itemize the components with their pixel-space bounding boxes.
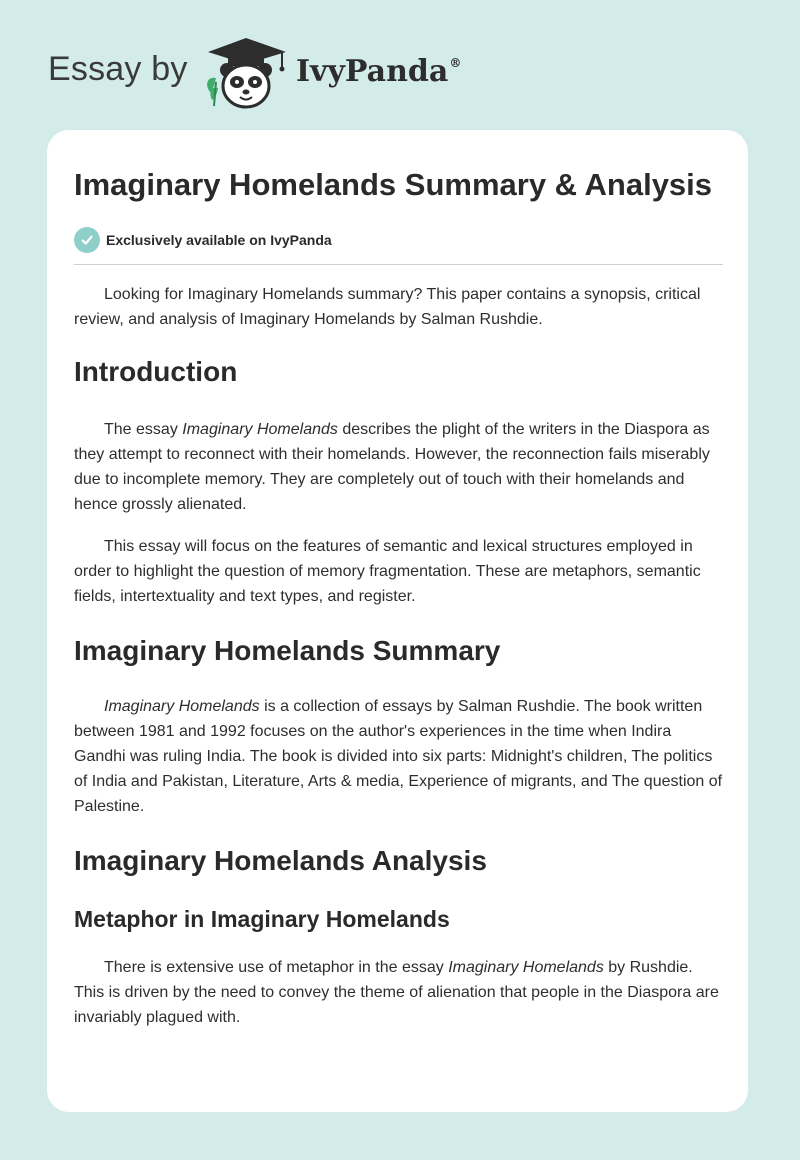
heading-analysis: Imaginary Homelands Analysis (74, 845, 487, 876)
essay-card (47, 130, 748, 1112)
check-icon (74, 227, 100, 253)
metaphor-paragraph: There is extensive use of metaphor in the essay Imaginary Homelands by Rushdie. This is driven by the need to convey the theme of alienation that people in the Diaspora are invariably plagued with. (74, 959, 719, 1026)
page-title: Imaginary Homelands Summary & Analysis (74, 167, 713, 202)
heading-metaphor: Metaphor in Imaginary Homelands (74, 906, 450, 932)
heading-summary: Imaginary Homelands Summary (74, 635, 501, 666)
heading-introduction: Introduction (74, 356, 238, 387)
registered-mark: ® (449, 56, 462, 70)
site-header (48, 30, 508, 110)
brand-name[interactable]: IvyPanda® (296, 54, 462, 89)
intro-paragraph: Looking for Imaginary Homelands summary? This paper contains a synopsis, critical review, and analysis of Imaginary Homelands by Salman Rushdie. (74, 286, 701, 328)
introduction-paragraph-2: This essay will focus on the features of semantic and lexical structures employed in order to highlight the question of memory fragmentation. These are metaphors, semantic fields, intertextuality and text types, and register. (74, 538, 701, 605)
ivypanda-logo-icon[interactable] (200, 34, 292, 112)
introduction-paragraph-1: The essay Imaginary Homelands describes the plight of the writers in the Diaspora as they attempt to reconnect with their homelands. However, the reconnection fails miserably due to incomplete memory. They are completely out of touch with their homelands and hence grossly alienated. (74, 421, 710, 513)
summary-paragraph: Imaginary Homelands is a collection of essays by Salman Rushdie. The book written between 1981 and 1992 focuses on the author's experiences in the time when Indira Gandhi was ruling India. The book is divided into six parts: Midnight's children, The politics of India and Pakistan, Literature, Arts & media, Experience of migrants, and The question of Palestine. (74, 698, 723, 815)
divider (74, 264, 723, 265)
exclusive-badge (74, 226, 723, 254)
exclusive-label: Exclusively available on IvyPanda (106, 232, 332, 248)
essay-content (74, 164, 723, 1030)
essay-by-label: Essay by (48, 50, 188, 88)
